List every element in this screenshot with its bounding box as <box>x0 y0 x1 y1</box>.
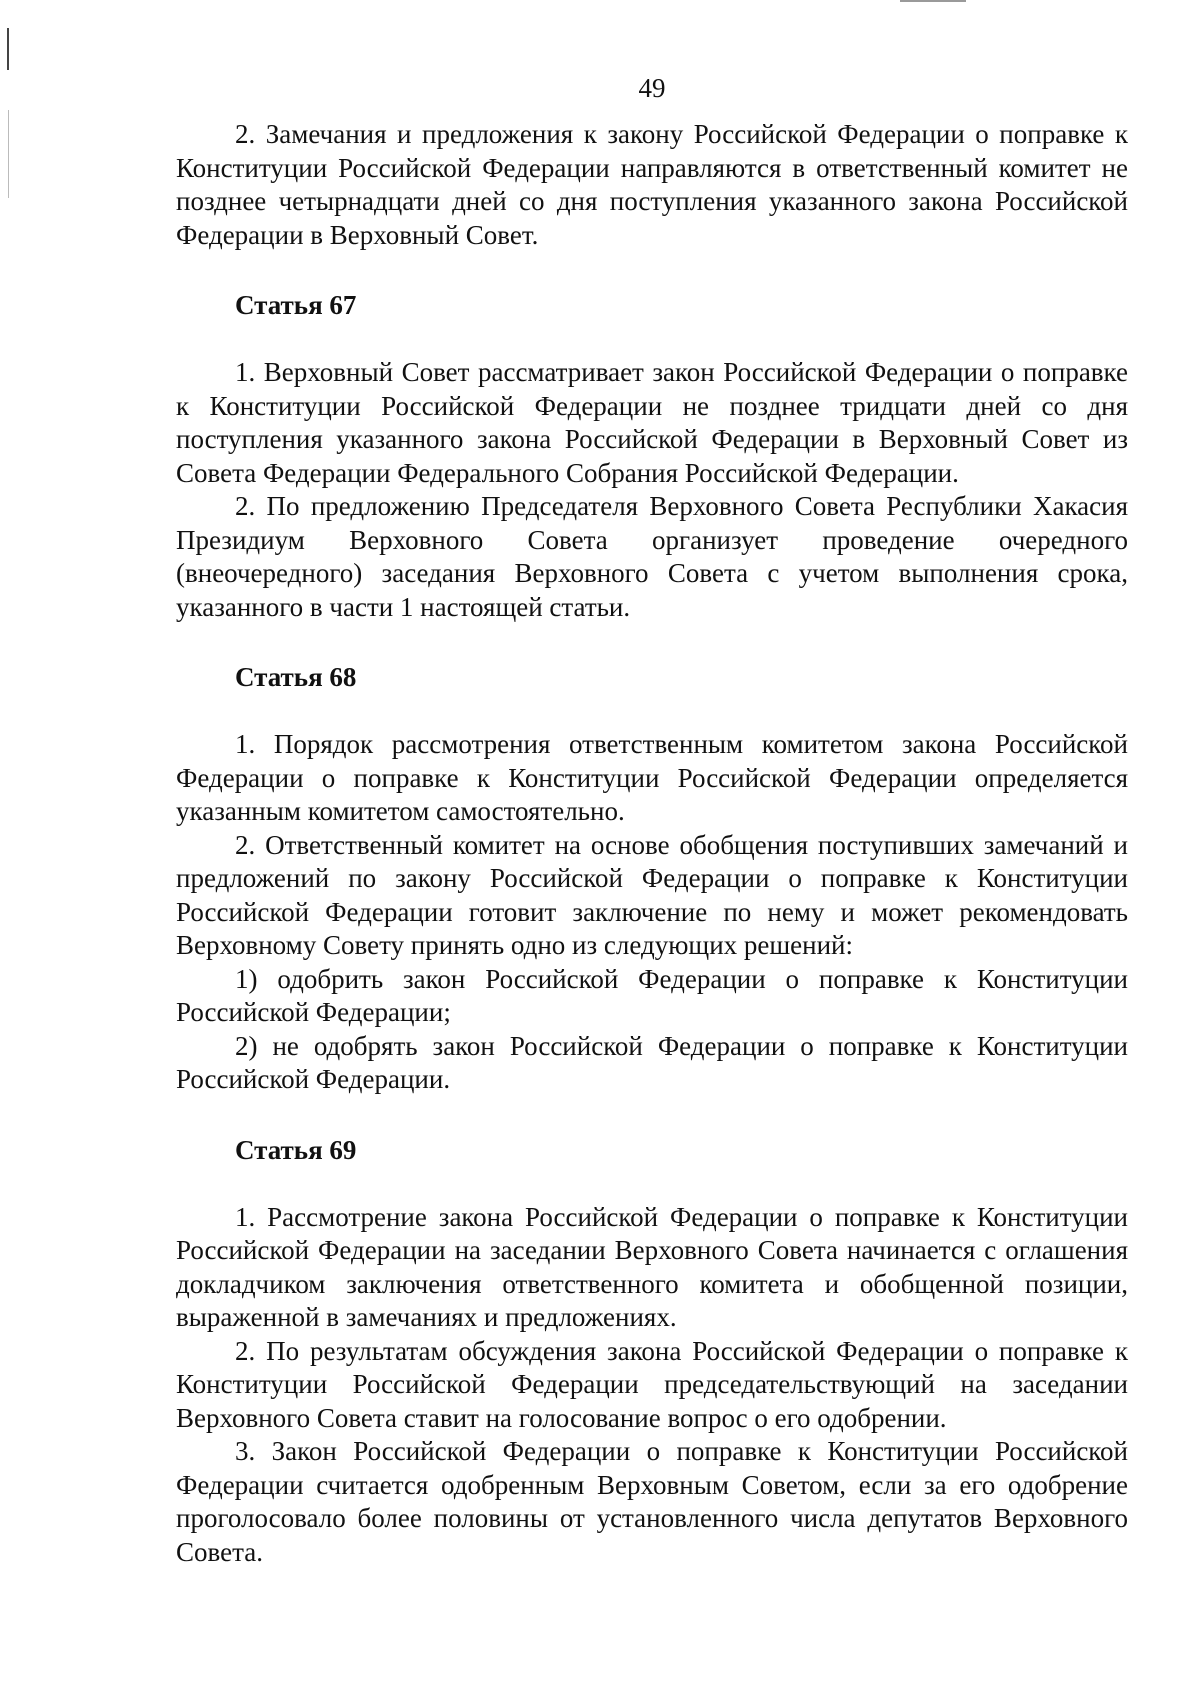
paragraph: 2. Замечания и предложения к закону Российской Федерации о поправке к Конституции Российской Федерации направляются в ответственный комитет не позднее четырнадцати дней со дня поступления указанного закона Российской Федерации в Верховный Совет. <box>176 119 1128 250</box>
article-heading: Статья 69 <box>235 1134 357 1165</box>
paragraph: 2. Ответственный комитет на основе обобщения поступивших замечаний и предложений по закону Российской Федерации о поправке к Конституции Российской Федерации готовит заключение по нему и может рекомендовать Верховному Совету принять одно из следующих решений: <box>176 829 1128 960</box>
scan-artifact-left <box>8 110 9 198</box>
spacer <box>176 1097 1128 1133</box>
paragraph: 1. Порядок рассмотрения ответственным комитетом закона Российской Федерации о поправке к Конституции Российской Федерации определяется указанным комитетом самостоятельно. <box>176 729 1128 826</box>
document-page <box>176 70 1128 1569</box>
list-item: 1) одобрить закон Российской Федерации о поправке к Конституции Российской Федерации; <box>176 963 1128 1027</box>
paragraph: 1. Рассмотрение закона Российской Федерации о поправке к Конституции Российской Федерации на заседании Верховного Совета начинается с оглашения докладчиком заключения ответственного комитета и обобщенной позиции, выраженной в замечаниях и предложениях. <box>176 1201 1128 1332</box>
scan-artifact-left <box>7 28 9 70</box>
paragraph: 1. Верховный Совет рассматривает закон Российской Федерации о поправке к Конституции Российской Федерации не позднее тридцати дней со дня поступления указанного закона Российской Федерации в Верховный Совет из Совета Федерации Федерального Собрания Российской Федерации. <box>176 357 1128 488</box>
paragraph: 2. По предложению Председателя Верховного Совета Республики Хакасия Президиум Верховного Совета организует проведение очередного (внеочередного) заседания Верховного Совета с учетом выполнения срока, указанного в части 1 настоящей статьи. <box>176 491 1128 622</box>
list-item: 2) не одобрять закон Российской Федерации о поправке к Конституции Российской Федерации. <box>176 1030 1128 1094</box>
paragraph: 3. Закон Российской Федерации о поправке к Конституции Российской Федерации считается одобренным Верховным Советом, если за его одобрение проголосовало более половины от установленного числа депутатов Верховного Совета. <box>176 1436 1128 1567</box>
page-number: 49 <box>638 73 666 103</box>
article-heading: Статья 67 <box>235 290 357 320</box>
spacer <box>176 252 1128 288</box>
paragraph: 2. По результатам обсуждения закона Российской Федерации о поправке к Конституции Российской Федерации председательствующий на заседании Верховного Совета ставит на голосование вопрос о его одобрении. <box>176 1335 1128 1433</box>
spacer <box>176 322 1128 356</box>
spacer <box>176 1167 1128 1201</box>
article-heading: Статья 68 <box>235 662 357 692</box>
scan-artifact-top <box>900 0 966 2</box>
spacer <box>176 624 1128 660</box>
spacer <box>176 694 1128 728</box>
